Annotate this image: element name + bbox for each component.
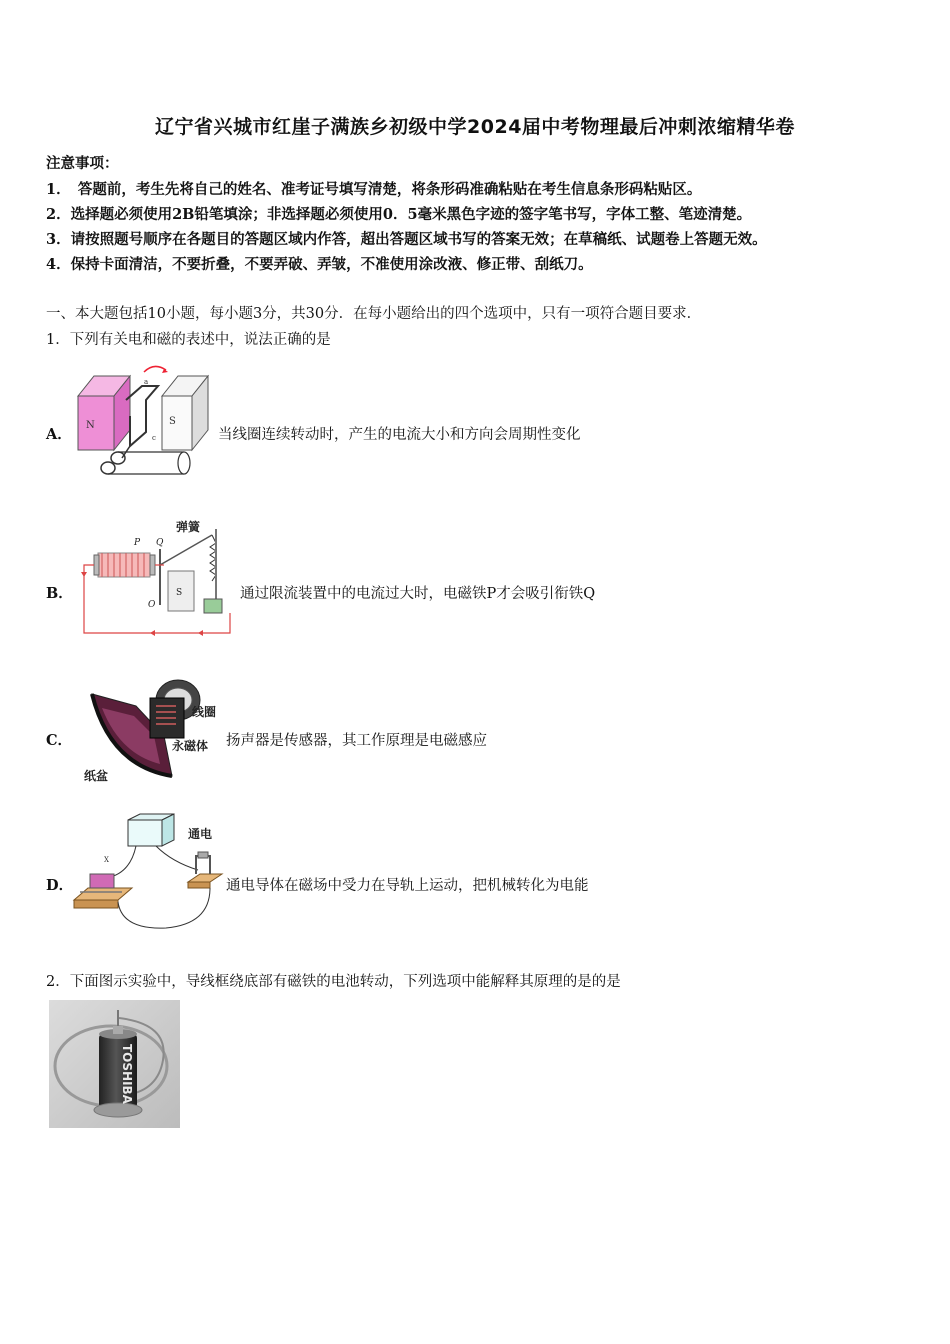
option-a-label: A．: [46, 426, 72, 443]
pivot-o-label: O: [148, 600, 156, 610]
generator-diagram: [72, 360, 214, 482]
notice-item-4: 4．保持卡面清洁，不要折叠，不要弄破、弄皱，不准使用涂改液、修正带、刮纸刀。: [46, 256, 593, 273]
permanent-magnet-label: 永磁体: [172, 739, 209, 753]
armature-q-label: Q: [156, 538, 164, 548]
coil-label-a: a: [144, 378, 149, 386]
battery-motor-photo: [49, 1000, 180, 1128]
question-2-stem: 2．下面图示实验中，导线框绕底部有磁铁的电池转动，下列选项中能解释其原理的是的是: [46, 974, 621, 990]
option-c-label: C．: [46, 732, 73, 749]
speaker-diagram: [80, 676, 220, 788]
coil-label: 线圈: [192, 705, 217, 719]
rail-label-x: X: [104, 856, 109, 864]
question-1-stem: 1．下列有关电和磁的表述中，说法正确的是: [46, 332, 331, 348]
section-heading: 一、本大题包括10小题，每小题3分，共30分．在每小题给出的四个选项中，只有一项符合题目要求．: [46, 306, 702, 322]
north-pole-label: N: [86, 420, 95, 431]
option-d-text: 通电导体在磁场中受力在导轨上运动，把机械转化为电能: [226, 878, 589, 894]
option-b-text: 通过限流装置中的电流过大时，电磁铁P才会吸引衔铁Q: [240, 586, 596, 602]
notice-heading: 注意事项：: [46, 155, 119, 172]
powered-label: 通电: [188, 827, 213, 841]
notice-item-3: 3．请按照题号顺序在各题目的答题区域内作答，超出答题区域书写的答案无效；在草稿纸、试题卷上答题无效。: [46, 231, 767, 248]
rail-motor-diagram: [70, 812, 226, 932]
spring-label: 弹簧: [176, 520, 201, 534]
option-d-label: D．: [46, 877, 74, 894]
south-pole-label: S: [169, 416, 176, 427]
page-title: 辽宁省兴城市红崖子满族乡初级中学2024届中考物理最后冲刺浓缩精华卷: [155, 116, 795, 138]
switch-s-label: S: [176, 588, 183, 598]
notice-item-2: 2．选择题必须使用2B铅笔填涂；非选择题必须使用0．5毫米黑色字迹的签字笔书写，字体工整、笔迹清楚。: [46, 206, 752, 223]
coil-label-c: c: [152, 434, 156, 442]
battery-brand-label: TOSHIBA: [120, 1044, 134, 1104]
option-c-text: 扬声器是传感器，其工作原理是电磁感应: [226, 733, 487, 749]
notice-item-1: 1． 答题前，考生先将自己的姓名、准考证号填写清楚，将条形码准确粘贴在考生信息条形码粘贴区。: [46, 181, 702, 198]
option-a-text: 当线圈连续转动时，产生的电流大小和方向会周期性变化: [218, 427, 581, 443]
paper-cone-label: 纸盆: [84, 769, 109, 783]
magnet-p-label: P: [134, 538, 141, 548]
option-b-label: B．: [46, 585, 73, 602]
current-limiter-diagram: [80, 515, 235, 640]
